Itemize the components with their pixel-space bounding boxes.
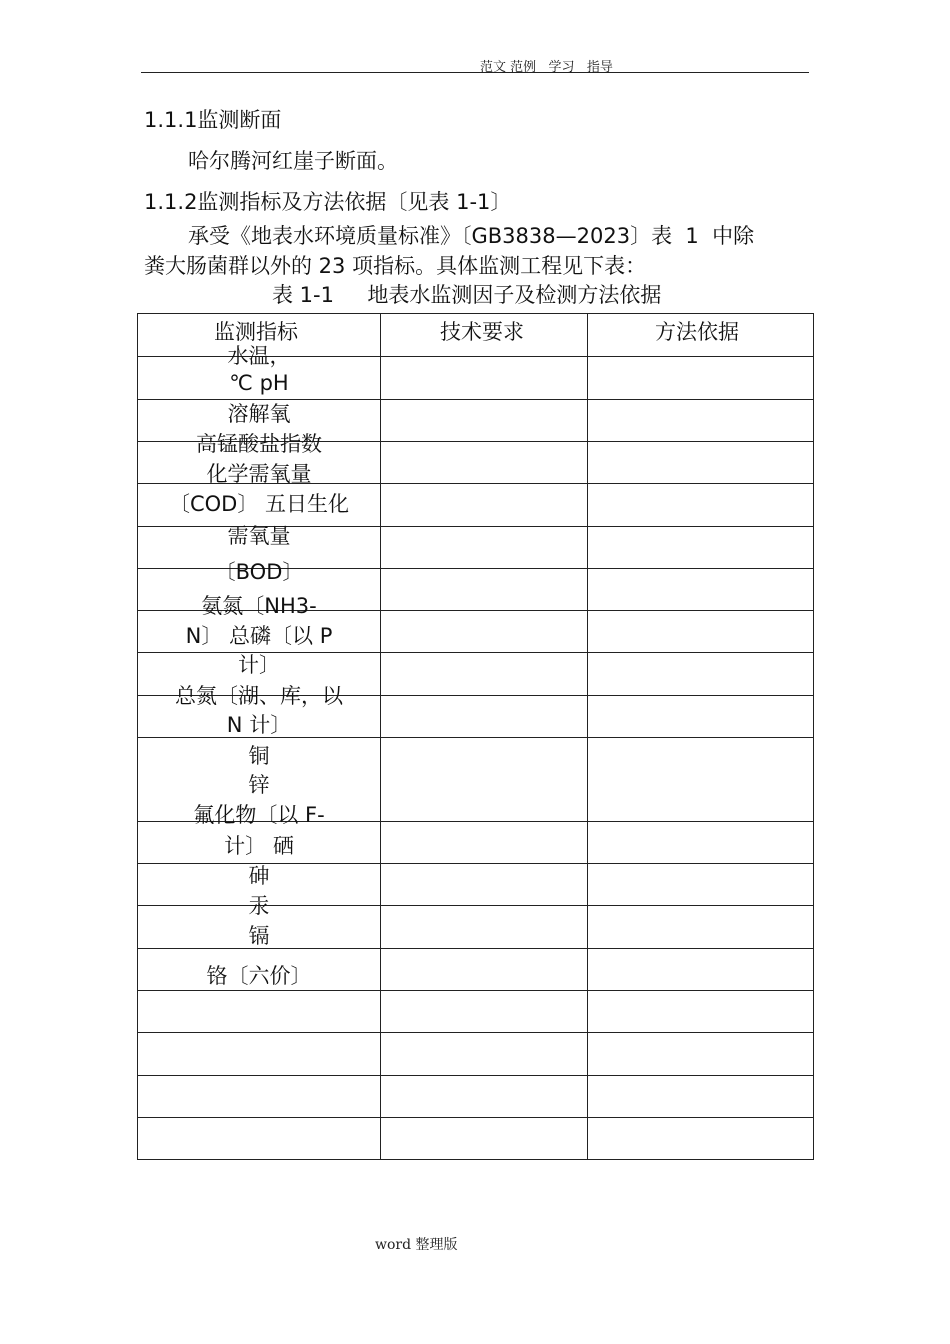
indicator-line: 总氮〔湖、库，以 xyxy=(175,684,343,708)
page-footer: word 整理版 xyxy=(375,1237,458,1253)
indicator-line: 锌 xyxy=(248,773,270,797)
indicator-line: ℃ pH xyxy=(229,371,289,395)
indicator-line: 汞 xyxy=(248,894,270,918)
table-row-divider xyxy=(138,1075,813,1076)
page-header: 范文 范例 学习 指导 xyxy=(480,60,613,75)
indicator-line: 需氧量 xyxy=(227,524,291,548)
table-column-divider xyxy=(380,314,381,1159)
indicator-line: 计〕 xyxy=(238,653,280,677)
table-row-divider xyxy=(138,1032,813,1033)
table-row-divider xyxy=(138,990,813,991)
indicator-line: 氨氮〔NH3- xyxy=(201,594,317,618)
indicator-line: 〔BOD〕 xyxy=(214,560,304,584)
indicator-line: 铜 xyxy=(248,744,270,768)
indicator-line: N 计〕 xyxy=(226,713,292,737)
indicator-line: 〔COD〕 五日生化 xyxy=(168,492,350,516)
table-row-divider xyxy=(138,1117,813,1118)
monitoring-table xyxy=(137,313,814,1160)
table-row-divider xyxy=(138,905,813,906)
table-row-divider xyxy=(138,863,813,864)
table-row-divider xyxy=(138,948,813,949)
indicator-line: 氟化物〔以 F- xyxy=(193,803,325,827)
section-text-2-line-2: 粪大肠菌群以外的 23 项指标。具体监测工程见下表： xyxy=(144,254,647,278)
table-column-divider xyxy=(587,314,588,1159)
table-header-method: 方法依据 xyxy=(655,320,739,344)
table-header-indicator: 监测指标 xyxy=(214,320,298,344)
indicator-line: 计〕 硒 xyxy=(224,834,294,858)
indicator-line: 镉 xyxy=(248,924,270,948)
header-rule xyxy=(141,72,809,73)
indicator-line: 砷 xyxy=(248,864,270,888)
table-row-divider xyxy=(138,399,813,400)
indicator-line: 高锰酸盐指数 xyxy=(196,432,322,456)
indicator-line: 铬〔六价〕 xyxy=(206,964,312,988)
indicator-line: 水温， xyxy=(227,344,291,368)
table-row-divider xyxy=(138,737,813,738)
indicator-line: 化学需氧量 xyxy=(206,462,312,486)
section-heading-1: 1.1.1监测断面 xyxy=(144,108,282,132)
section-heading-2: 1.1.2监测指标及方法依据〔见表 1-1〕 xyxy=(144,190,512,214)
indicator-line: N〕 总磷〔以 P xyxy=(185,624,333,648)
section-text-2-line-1: 承受《地表水环境质量标准》〔GB3838—2023〕表 1 中除 xyxy=(188,224,755,248)
table-caption: 表 1-1 地表水监测因子及检测方法依据 xyxy=(272,283,662,307)
section-text-1: 哈尔腾河红崖子断面。 xyxy=(188,149,398,173)
table-header-requirement: 技术要求 xyxy=(440,320,524,344)
indicator-line: 溶解氧 xyxy=(227,402,291,426)
